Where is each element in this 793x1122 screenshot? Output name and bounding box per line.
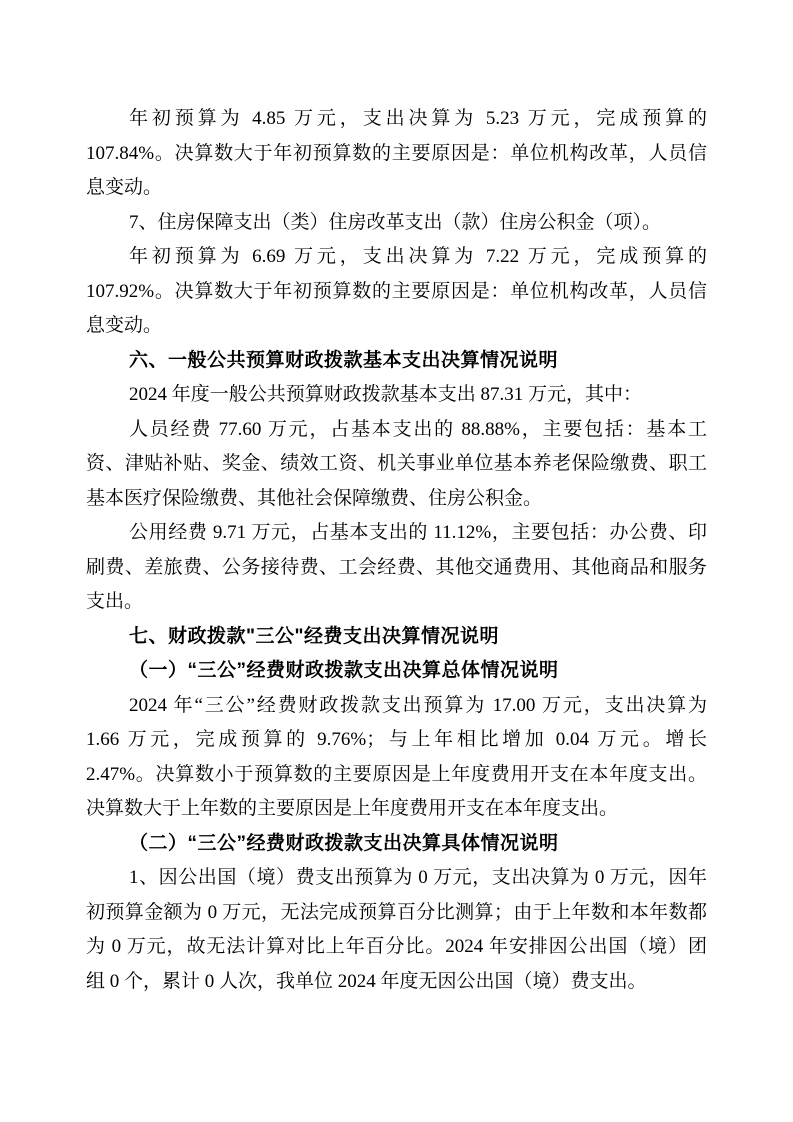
text-line: 初预算金额为 0 万元，无法完成预算百分比测算；由于上年数和本年数都: [86, 901, 707, 923]
paragraph: [86, 861, 707, 999]
text-line: 1、因公出国（境）费支出预算为 0 万元，支出决算为 0 万元，因年: [129, 867, 707, 888]
text-line: 107.92%。决算数大于年初预算数的主要原因是：单位机构改革，人员信: [86, 280, 707, 302]
paragraph: [86, 413, 707, 517]
section-heading: [86, 654, 707, 689]
text-line: 公用经费 9.71 万元，占基本支出的 11.12%，主要包括：办公费、印: [129, 522, 707, 543]
paragraph: [86, 240, 707, 344]
text-line: 组 0 个，累计 0 人次，我单位 2024 年度无因公出国（境）费支出。: [86, 970, 647, 992]
text-line: 年初预算为 4.85 万元，支出决算为 5.23 万元，完成预算的: [129, 108, 707, 129]
text-line: 1.66 万元，完成预算的 9.76%；与上年相比增加 0.04 万元。增长: [86, 729, 707, 750]
text-line: 人员经费 77.60 万元，占基本支出的 88.88%，主要包括：基本工: [129, 418, 707, 440]
text-line: （一）“三公”经费财政拨款支出决算总体情况说明: [129, 660, 559, 681]
paragraph: [86, 206, 707, 241]
text-line: 决算数大于上年数的主要原因是上年度费用开支在本年度支出。: [86, 798, 619, 819]
text-line: 资、津贴补贴、奖金、绩效工资、机关事业单位基本养老保险缴费、职工: [86, 453, 707, 474]
text-line: 基本医疗保险缴费、其他社会保障缴费、住房公积金。: [86, 487, 543, 509]
section-heading: [86, 620, 707, 655]
text-line: 2024 年“三公”经费财政拨款支出预算为 17.00 万元，支出决算为: [129, 694, 707, 716]
text-line: 年初预算为 6.69 万元，支出决算为 7.22 万元，完成预算的: [129, 246, 707, 267]
text-line: 7、住房保障支出（类）住房改革支出（款）住房公积金（项）。: [129, 211, 662, 233]
text-line: 2.47%。决算数小于预算数的主要原因是上年度费用开支在本年度支出。: [86, 763, 707, 785]
text-line: 息变动。: [86, 315, 163, 336]
text-line: 息变动。: [86, 177, 163, 198]
text-line: 107.84%。决算数大于年初预算数的主要原因是：单位机构改革，人员信: [86, 142, 707, 164]
text-line: 六、一般公共预算财政拨款基本支出决算情况说明: [129, 349, 559, 371]
section-heading: [86, 344, 707, 379]
text-line: 七、财政拨款"三公"经费支出决算情况说明: [129, 625, 500, 647]
paragraph: [86, 102, 707, 206]
text-line: 支出。: [86, 591, 144, 612]
paragraph: [86, 378, 707, 413]
text-line: 2024 年度一般公共预算财政拨款基本支出 87.31 万元，其中：: [129, 384, 643, 405]
section-heading: [86, 827, 707, 862]
paragraph: [86, 516, 707, 620]
text-line: 为 0 万元，故无法计算对比上年百分比。2024 年安排因公出国（境）团: [86, 936, 707, 957]
text-line: 刷费、差旅费、公务接待费、工会经费、其他交通费用、其他商品和服务: [86, 556, 707, 578]
text-line: （二）“三公”经费财政拨款支出决算具体情况说明: [129, 832, 559, 854]
paragraph: [86, 689, 707, 827]
